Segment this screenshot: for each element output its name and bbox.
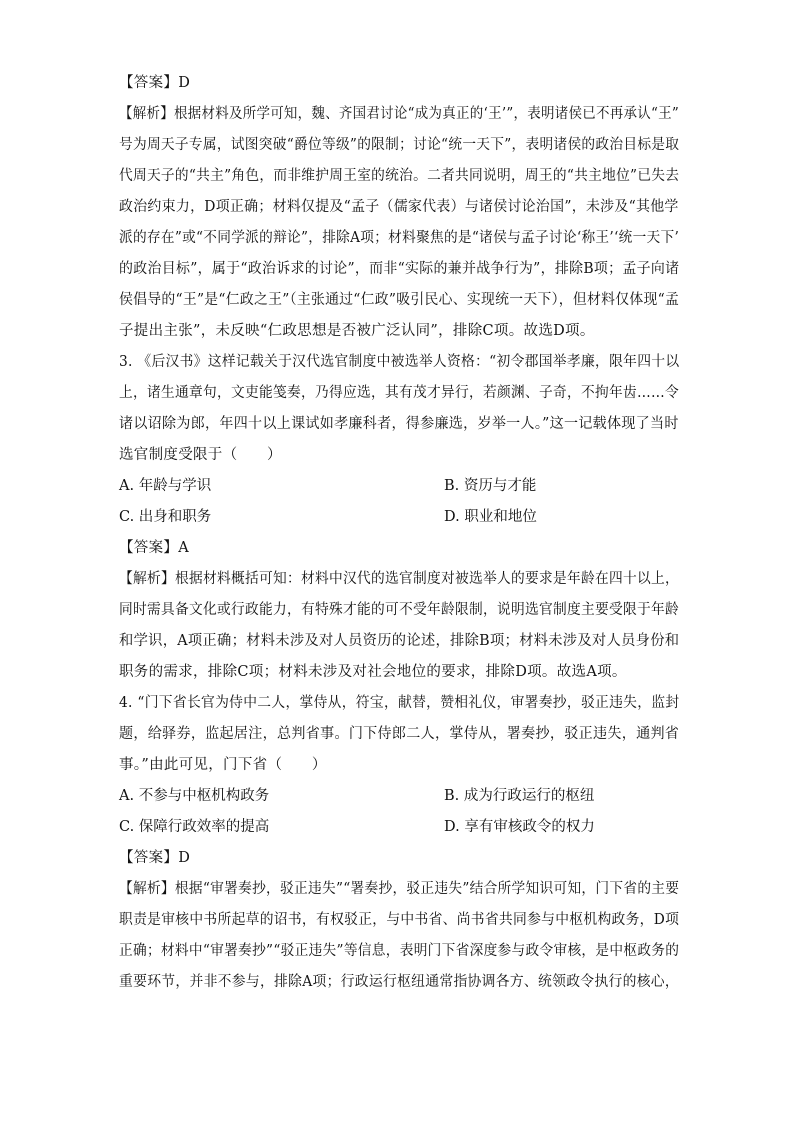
q3-option-b: B. 资历与才能 — [444, 478, 537, 494]
q2-analysis-line: 侯倡导的“王”是“仁政之王”（主张通过“仁政”吸引民心、实现统一天下），但材料仅体现“孟 — [119, 292, 680, 308]
q4-analysis-line: 【解析】根据“审署奏抄，驳正违失”“署奏抄，驳正违失”结合所学知识可知，门下省的主要 — [119, 881, 680, 897]
q4-option-a: A. 不参与中枢机构政务 — [119, 788, 270, 804]
q2-analysis-line: 派的存在”或“不同学派的辩论”，排除A项；材料聚焦的是“诸侯与孟子讨论‘称王’‘统一天下’ — [119, 230, 680, 246]
q2-analysis-line: 【解析】根据材料及所学可知，魏、齐国君讨论“成为真正的‘王’”，表明诸侯已不再承认“王” — [119, 106, 680, 122]
q3-analysis-line: 【解析】根据材料概括可知：材料中汉代的选官制度对被选举人的要求是年龄在四十以上， — [119, 571, 679, 587]
q3-stem-line: 选官制度受限于（ ） — [119, 447, 282, 463]
q3-option-a: A. 年龄与学识 — [119, 478, 212, 494]
q3-option-d: D. 职业和地位 — [444, 509, 537, 525]
q3-analysis-line: 职务的需求，排除C项；材料未涉及对社会地位的要求，排除D项。故选A项。 — [119, 664, 627, 680]
q2-analysis-line: 子提出主张”，未反映“仁政思想是否被广泛认同”，排除C项。故选D项。 — [119, 323, 595, 339]
q2-analysis-line: 代周天子的“共主”角色，而非维护周王室的统治。二者共同说明，周王的“共主地位”已失去 — [119, 168, 680, 184]
q4-stem-line: 题，给驿券，监起居注，总判省事。门下侍郎二人，掌侍从，署奏抄，驳正违失，通判省 — [119, 726, 680, 742]
q4-option-c: C. 保障行政效率的提高 — [119, 819, 270, 835]
q3-analysis-line: 同时需具备文化或行政能力，有特殊才能的可不受年龄限制，说明选官制度主要受限于年龄 — [119, 602, 679, 618]
q2-analysis-line: 的政治目标”，属于“政治诉求的讨论”，而非“实际的兼并战争行为”，排除B项；孟子向诸 — [119, 261, 680, 277]
q4-analysis-line: 职责是审核中书所起草的诏书，有权驳正，与中书省、尚书省共同参与中枢机构政务，D项 — [119, 912, 680, 928]
q4-stem-line: 4. “门下省长官为侍中二人，掌侍从，符宝，献替，赞相礼仪，审署奏抄，驳正违失，监封 — [119, 695, 680, 711]
q2-analysis-line: 政治约束力，D项正确；材料仅提及“孟子（儒家代表）与诸侯讨论治国”，未涉及“其他学 — [119, 199, 679, 215]
q3-stem-line: 上，诸生通章句，文吏能笺奏，乃得应选，其有茂才异行，若颜渊、子奇，不拘年齿……令 — [119, 385, 679, 401]
q4-stem-line: 事。”由此可见，门下省（ ） — [119, 757, 327, 773]
q3-stem-line: 3. 《后汉书》这样记载关于汉代选官制度中被选举人资格：“初令郡国举孝廉，限年四十以 — [119, 354, 680, 370]
q4-option-b: B. 成为行政运行的枢纽 — [444, 788, 595, 804]
q3-answer: 【答案】A — [119, 540, 189, 556]
q4-answer: 【答案】D — [119, 850, 191, 866]
q4-analysis-line: 重要环节，并非不参与，排除A项；行政运行枢纽通常指协调各方、统领政令执行的核心， — [119, 974, 679, 990]
q4-analysis-line: 正确；材料中“审署奏抄”“驳正违失”等信息，表明门下省深度参与政令审核，是中枢政务的 — [119, 943, 680, 959]
q2-answer: 【答案】D — [119, 75, 191, 91]
q3-stem-line: 诸以诏除为郎，年四十以上课试如孝廉科者，得参廉选，岁举一人。”这一记载体现了当时 — [119, 416, 679, 432]
q4-option-d: D. 享有审核政令的权力 — [444, 819, 595, 835]
q3-option-c: C. 出身和职务 — [119, 509, 212, 525]
q3-analysis-line: 和学识，A项正确；材料未涉及对人员资历的论述，排除B项；材料未涉及对人员身份和 — [119, 633, 680, 649]
q2-analysis-line: 号为周天子专属，试图突破“爵位等级”的限制；讨论“统一天下”，表明诸侯的政治目标是取 — [119, 137, 680, 153]
